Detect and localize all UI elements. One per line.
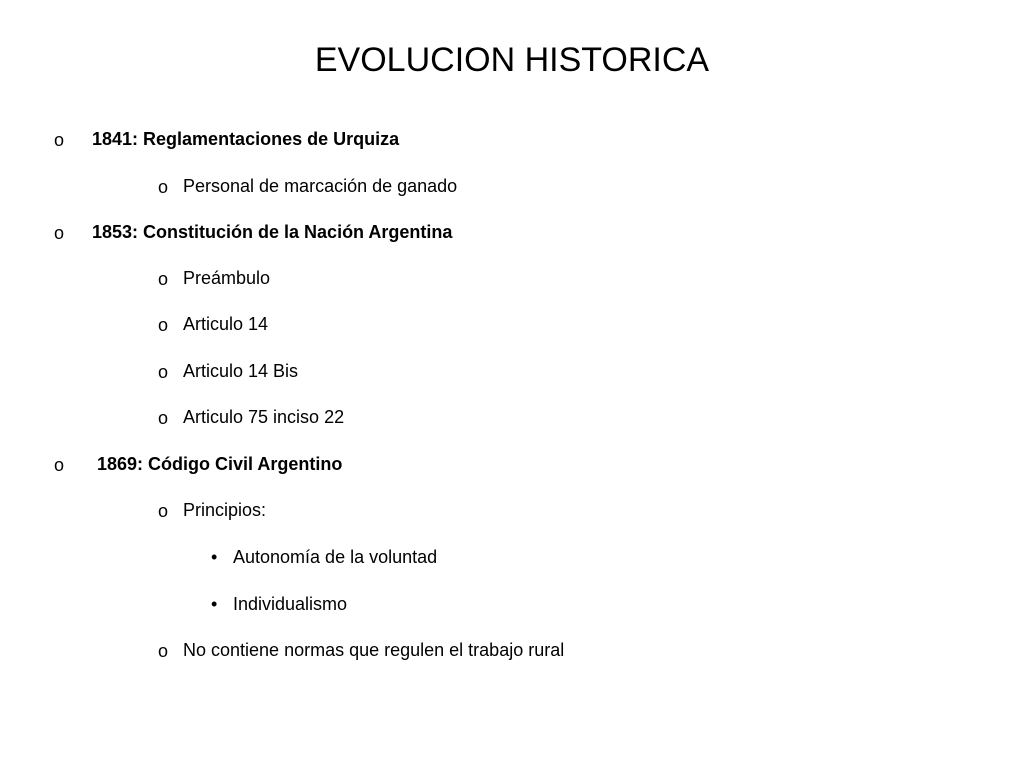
bullet-marker: o xyxy=(158,177,169,197)
bullet-marker: o xyxy=(158,501,169,521)
slide-title: EVOLUCION HISTORICA xyxy=(314,41,710,79)
bullet-personal-marcacion: Personal de marcación de ganado xyxy=(183,176,458,196)
bullet-marker: o xyxy=(54,455,65,475)
bullet-marker: o xyxy=(158,269,169,289)
bullet-marker: o xyxy=(54,130,65,150)
bullet-individualismo: Individualismo xyxy=(233,594,348,614)
bullet-1841-urquiza: 1841: Reglamentaciones de Urquiza xyxy=(92,129,400,149)
bullet-marker: o xyxy=(158,408,169,428)
bullet-articulo-14-bis: Articulo 14 Bis xyxy=(183,361,299,381)
bullet-marker: o xyxy=(158,641,169,661)
bullet-articulo-14: Articulo 14 xyxy=(183,314,269,334)
bullet-trabajo-rural: No contiene normas que regulen el trabajo rural xyxy=(183,640,565,660)
bullet-marker: • xyxy=(211,594,218,614)
bullet-autonomia-voluntad: Autonomía de la voluntad xyxy=(233,547,438,567)
bullet-articulo-75: Articulo 75 inciso 22 xyxy=(183,407,345,427)
bullet-marker: o xyxy=(158,315,169,335)
bullet-marker: • xyxy=(211,547,218,567)
bullet-marker: o xyxy=(54,223,65,243)
bullet-principios: Principios: xyxy=(183,500,267,520)
bullet-marker: o xyxy=(158,362,169,382)
bullet-preambulo: Preámbulo xyxy=(183,268,271,288)
bullet-1869-codigo-civil: 1869: Código Civil Argentino xyxy=(97,454,343,474)
bullet-1853-constitucion: 1853: Constitución de la Nación Argentina xyxy=(92,222,453,242)
